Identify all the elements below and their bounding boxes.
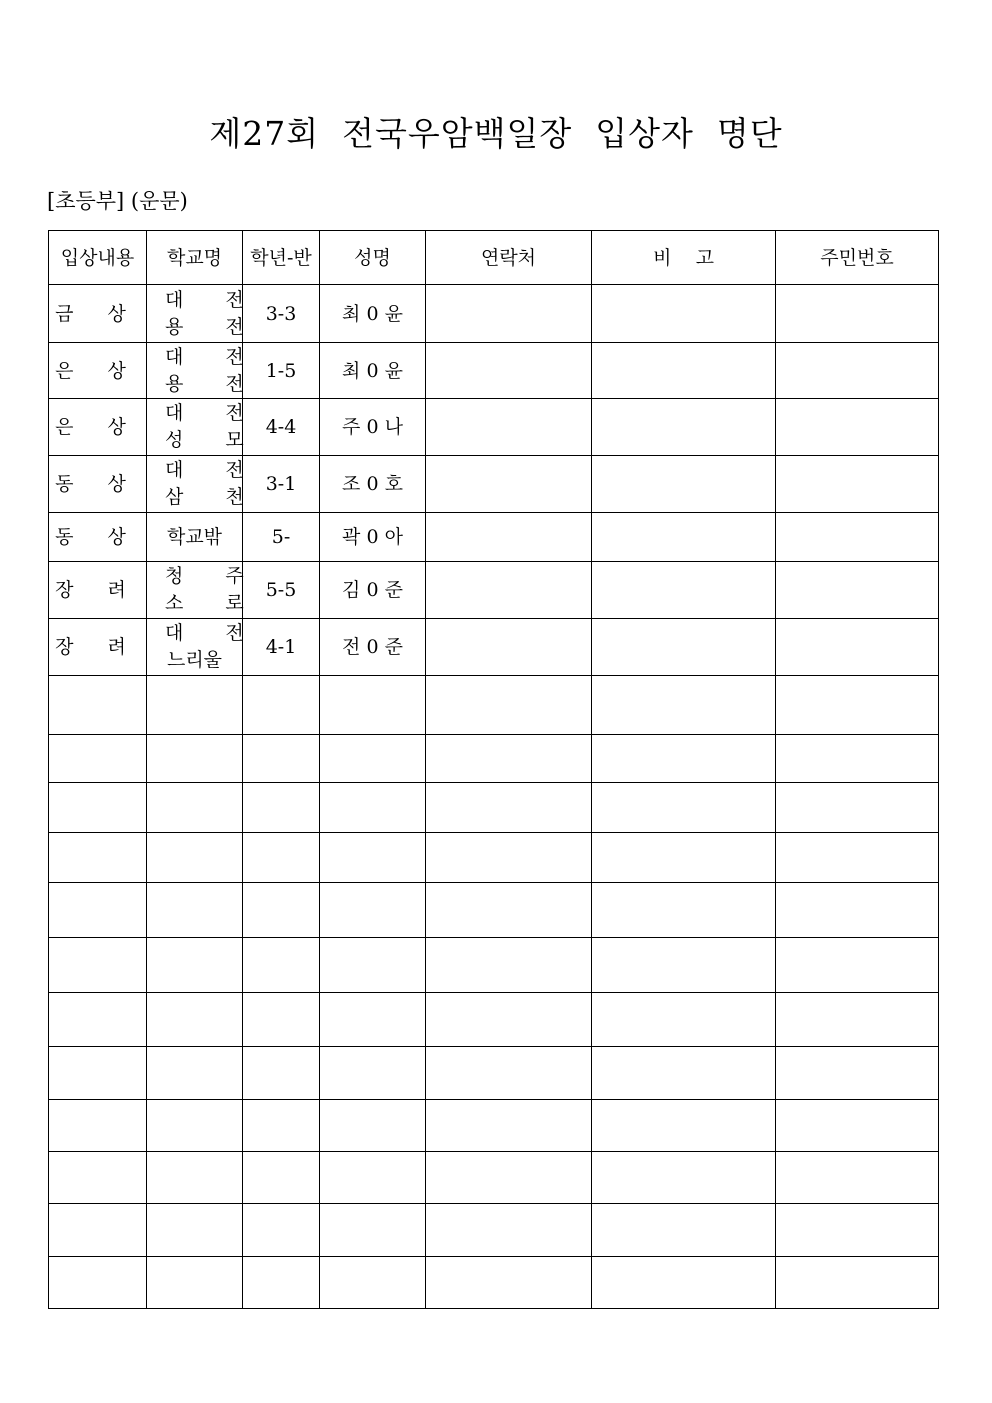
contact-cell bbox=[426, 513, 592, 562]
contact-cell bbox=[426, 456, 592, 513]
contact-cell bbox=[426, 562, 592, 619]
empty-cell bbox=[49, 1046, 147, 1099]
empty-cell bbox=[592, 1256, 776, 1308]
empty-cell bbox=[776, 882, 939, 937]
empty-cell bbox=[776, 1046, 939, 1099]
empty-cell bbox=[243, 1046, 320, 1099]
empty-cell bbox=[147, 1151, 243, 1203]
id-number-cell bbox=[776, 456, 939, 513]
table-row bbox=[49, 399, 939, 456]
empty-cell bbox=[147, 1256, 243, 1308]
empty-cell bbox=[320, 992, 426, 1046]
empty-cell bbox=[49, 735, 147, 783]
award-cell: 은 상 bbox=[49, 399, 147, 456]
empty-cell bbox=[426, 882, 592, 937]
school-name: 용 전 bbox=[165, 315, 262, 338]
id-number-cell bbox=[776, 343, 939, 399]
empty-cell bbox=[592, 1046, 776, 1099]
school-name: 삼 천 bbox=[165, 486, 262, 509]
award-cell: 은 상 bbox=[49, 343, 147, 399]
empty-cell bbox=[147, 676, 243, 735]
id-number-cell bbox=[776, 562, 939, 619]
empty-cell bbox=[147, 783, 243, 833]
school-cell bbox=[147, 399, 262, 456]
empty-cell bbox=[147, 1099, 243, 1151]
empty-cell bbox=[320, 735, 426, 783]
header-id-number: 주민번호 bbox=[776, 231, 939, 285]
empty-cell bbox=[243, 735, 320, 783]
empty-cell bbox=[426, 1046, 592, 1099]
contact-cell bbox=[426, 399, 592, 456]
school-name: 용 전 bbox=[165, 372, 262, 395]
name-cell: 최 0 윤 bbox=[320, 343, 426, 399]
empty-cell bbox=[776, 1203, 939, 1256]
empty-cell bbox=[147, 735, 243, 783]
header-name: 성명 bbox=[320, 231, 426, 285]
award-cell: 장 려 bbox=[49, 562, 147, 619]
grade-cell: 5- bbox=[243, 513, 320, 562]
empty-cell bbox=[49, 783, 147, 833]
school-name: 성 모 bbox=[165, 429, 262, 452]
empty-cell bbox=[426, 833, 592, 882]
empty-cell bbox=[776, 937, 939, 992]
school-region: 대 전 bbox=[165, 402, 262, 425]
empty-cell bbox=[426, 1099, 592, 1151]
empty-cell bbox=[320, 937, 426, 992]
id-number-cell bbox=[776, 399, 939, 456]
empty-cell bbox=[243, 1151, 320, 1203]
award-cell: 장 려 bbox=[49, 619, 147, 676]
table-row bbox=[49, 285, 939, 343]
empty-cell bbox=[49, 1151, 147, 1203]
name-cell: 최 0 윤 bbox=[320, 285, 426, 343]
empty-cell bbox=[426, 937, 592, 992]
empty-table-row bbox=[49, 1099, 939, 1151]
empty-cell bbox=[49, 833, 147, 882]
name-cell: 전 0 준 bbox=[320, 619, 426, 676]
empty-table-row bbox=[49, 833, 939, 882]
note-cell bbox=[592, 285, 776, 343]
header-award: 입상내용 bbox=[49, 231, 147, 285]
note-cell bbox=[592, 343, 776, 399]
empty-cell bbox=[320, 1203, 426, 1256]
school-name: 소 로 bbox=[165, 592, 262, 615]
empty-cell bbox=[147, 992, 243, 1046]
empty-cell bbox=[592, 1203, 776, 1256]
empty-cell bbox=[776, 676, 939, 735]
empty-cell bbox=[776, 1256, 939, 1308]
empty-table-row bbox=[49, 676, 939, 735]
table-row bbox=[49, 562, 939, 619]
id-number-cell bbox=[776, 619, 939, 676]
school-region: 대 전 bbox=[165, 459, 262, 482]
table-row bbox=[49, 619, 939, 676]
empty-cell bbox=[776, 833, 939, 882]
empty-cell bbox=[320, 1151, 426, 1203]
empty-cell bbox=[320, 1256, 426, 1308]
empty-cell bbox=[49, 1203, 147, 1256]
table-row bbox=[49, 513, 939, 562]
name-cell: 김 0 준 bbox=[320, 562, 426, 619]
empty-cell bbox=[243, 992, 320, 1046]
empty-cell bbox=[426, 676, 592, 735]
empty-table-row bbox=[49, 937, 939, 992]
header-school: 학교명 bbox=[147, 231, 243, 285]
empty-cell bbox=[592, 992, 776, 1046]
note-cell bbox=[592, 562, 776, 619]
empty-cell bbox=[243, 882, 320, 937]
award-cell: 동 상 bbox=[49, 513, 147, 562]
empty-cell bbox=[243, 1203, 320, 1256]
contact-cell bbox=[426, 285, 592, 343]
grade-cell: 3-1 bbox=[243, 456, 320, 513]
empty-cell bbox=[147, 833, 243, 882]
header-grade: 학년-반 bbox=[243, 231, 320, 285]
document-title: 제27회 전국우암백일장 입상자 명단 bbox=[209, 114, 783, 153]
table-row bbox=[49, 456, 939, 513]
empty-cell bbox=[147, 1046, 243, 1099]
id-number-cell bbox=[776, 513, 939, 562]
empty-table-row bbox=[49, 882, 939, 937]
empty-cell bbox=[776, 783, 939, 833]
empty-cell bbox=[426, 1151, 592, 1203]
name-cell: 주 0 나 bbox=[320, 399, 426, 456]
empty-cell bbox=[592, 1151, 776, 1203]
empty-table-row bbox=[49, 1151, 939, 1203]
empty-cell bbox=[147, 882, 243, 937]
empty-cell bbox=[426, 1203, 592, 1256]
contact-cell bbox=[426, 619, 592, 676]
table-header-row bbox=[49, 231, 939, 285]
empty-cell bbox=[320, 833, 426, 882]
name-cell: 조 0 호 bbox=[320, 456, 426, 513]
school-cell bbox=[147, 285, 262, 343]
empty-cell bbox=[592, 833, 776, 882]
name-cell: 곽 0 아 bbox=[320, 513, 426, 562]
empty-cell bbox=[49, 882, 147, 937]
empty-cell bbox=[147, 1203, 243, 1256]
empty-table-row bbox=[49, 1046, 939, 1099]
award-cell: 금 상 bbox=[49, 285, 147, 343]
empty-cell bbox=[776, 992, 939, 1046]
grade-cell: 4-1 bbox=[243, 619, 320, 676]
empty-cell bbox=[426, 1256, 592, 1308]
empty-cell bbox=[426, 783, 592, 833]
empty-cell bbox=[776, 735, 939, 783]
id-number-cell bbox=[776, 285, 939, 343]
table-row bbox=[49, 343, 939, 399]
school-region: 대 전 bbox=[165, 345, 262, 368]
empty-cell bbox=[243, 833, 320, 882]
header-contact: 연락처 bbox=[426, 231, 592, 285]
awardees-table bbox=[48, 230, 939, 1309]
empty-table-row bbox=[49, 735, 939, 783]
grade-cell: 1-5 bbox=[243, 343, 320, 399]
empty-cell bbox=[243, 937, 320, 992]
school-name: 느리울 bbox=[166, 649, 223, 672]
empty-cell bbox=[320, 882, 426, 937]
empty-table-row bbox=[49, 783, 939, 833]
school-region: 대 전 bbox=[165, 622, 262, 645]
note-cell bbox=[592, 619, 776, 676]
empty-cell bbox=[592, 676, 776, 735]
grade-cell: 3-3 bbox=[243, 285, 320, 343]
school-region: 학교밖 bbox=[166, 525, 223, 548]
contact-cell bbox=[426, 343, 592, 399]
school-region: 대 전 bbox=[165, 288, 262, 311]
empty-cell bbox=[49, 992, 147, 1046]
note-cell bbox=[592, 399, 776, 456]
empty-cell bbox=[776, 1151, 939, 1203]
empty-table-row bbox=[49, 992, 939, 1046]
table-body bbox=[49, 285, 939, 1309]
empty-cell bbox=[320, 783, 426, 833]
school-cell bbox=[147, 562, 262, 619]
note-cell bbox=[592, 456, 776, 513]
empty-cell bbox=[49, 1099, 147, 1151]
empty-cell bbox=[320, 676, 426, 735]
award-cell: 동 상 bbox=[49, 456, 147, 513]
empty-table-row bbox=[49, 1203, 939, 1256]
school-cell bbox=[147, 456, 262, 513]
empty-cell bbox=[49, 1256, 147, 1308]
note-cell bbox=[592, 513, 776, 562]
empty-cell bbox=[592, 735, 776, 783]
empty-cell bbox=[147, 937, 243, 992]
empty-cell bbox=[243, 1099, 320, 1151]
empty-cell bbox=[49, 676, 147, 735]
empty-cell bbox=[592, 1099, 776, 1151]
empty-cell bbox=[320, 1099, 426, 1151]
empty-cell bbox=[592, 783, 776, 833]
grade-cell: 4-4 bbox=[243, 399, 320, 456]
school-region: 청 주 bbox=[165, 565, 262, 588]
school-cell bbox=[147, 619, 262, 676]
header-note: 비 고 bbox=[592, 231, 776, 285]
section-label: [초등부] (운문) bbox=[47, 189, 188, 213]
empty-cell bbox=[592, 882, 776, 937]
empty-cell bbox=[776, 1099, 939, 1151]
empty-cell bbox=[243, 1256, 320, 1308]
school-cell bbox=[147, 343, 262, 399]
empty-cell bbox=[426, 735, 592, 783]
grade-cell: 5-5 bbox=[243, 562, 320, 619]
empty-cell bbox=[426, 992, 592, 1046]
empty-cell bbox=[243, 676, 320, 735]
empty-table-row bbox=[49, 1256, 939, 1308]
empty-cell bbox=[320, 1046, 426, 1099]
empty-cell bbox=[49, 937, 147, 992]
school-cell bbox=[147, 513, 243, 562]
empty-cell bbox=[592, 937, 776, 992]
empty-cell bbox=[243, 783, 320, 833]
